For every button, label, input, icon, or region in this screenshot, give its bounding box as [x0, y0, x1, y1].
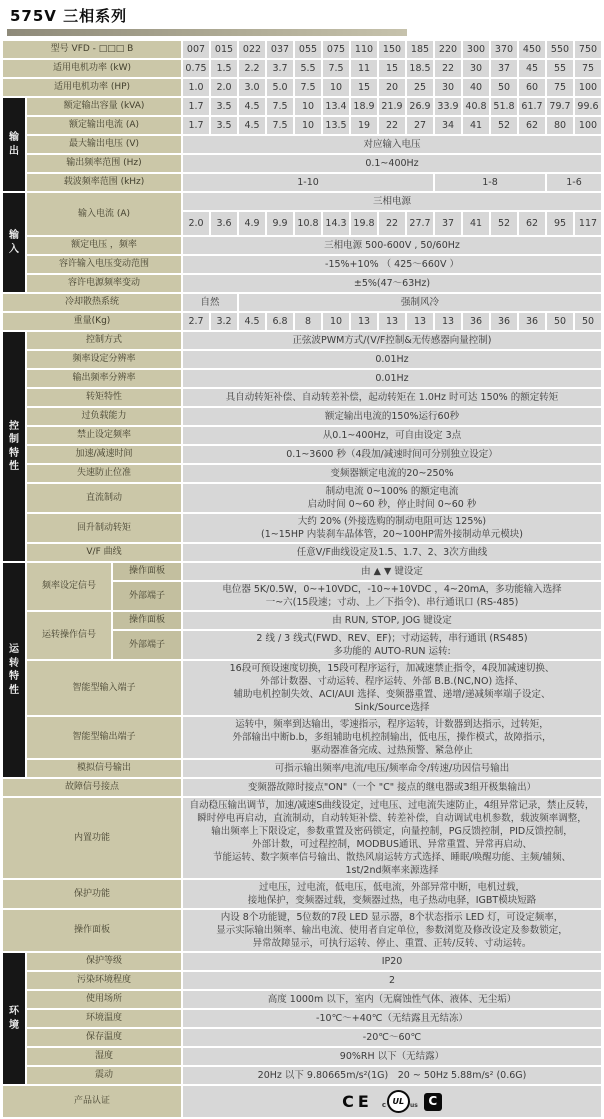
model-cell: 220 — [435, 41, 461, 58]
input-current-cell: 3.6 — [211, 212, 237, 235]
table-row — [3, 661, 601, 715]
row-label-built-in-functions: 内置功能 — [3, 798, 181, 878]
weight-cell: 2.7 — [183, 313, 209, 330]
row-label-multifunction-output-terminals: 智能型输出端子 — [27, 717, 181, 758]
row-label-analog-signal-output: 模拟信号输出 — [27, 760, 181, 777]
row-label-carrier-freq-range: 载波频率范围 (kHz) — [27, 174, 181, 191]
input-current-cell: 2.0 — [183, 212, 209, 235]
motor-power-hp-cell: 3.0 — [239, 79, 265, 96]
rated-output-current-cell: 27 — [407, 117, 433, 134]
weight-cell: 36 — [491, 313, 517, 330]
usage-location-value: 高度 1000m 以下，室内（无腐蚀性气体、液体、无尘垢） — [183, 991, 601, 1008]
motor-power-kw-cell: 0.75 — [183, 60, 209, 77]
cooling-system-value: 强制风冷 — [239, 294, 601, 311]
motor-power-hp-cell: 75 — [547, 79, 573, 96]
accel-decel-time-value: 0.1~3600 秒（4段加/减速时间可分别独立设定） — [183, 446, 601, 463]
keypad-panel-value: 内设 8个功能键，5位数的7段 LED 显示器，8个状态指示 LED 灯，可设定频率， 显示实际输出频率、输出电流、使用者自定单位，参数浏览及修改设定及参数锁定， 异常故障显示，可执行运转、停止、重置、正转/反转、寸动运转。 — [183, 910, 601, 951]
model-cell: 015 — [211, 41, 237, 58]
table-row — [3, 1086, 601, 1117]
weight-cell: 6.8 — [267, 313, 293, 330]
weight-cell: 50 — [547, 313, 573, 330]
rated-output-current-cell: 13.5 — [323, 117, 349, 134]
motor-power-kw-cell: 45 — [519, 60, 545, 77]
table-row — [3, 427, 601, 444]
carrier-freq-range-value: 1-8 — [435, 174, 545, 191]
model-cell: 450 — [519, 41, 545, 58]
rated-output-current-cell: 7.5 — [267, 117, 293, 134]
input-current-cell: 52 — [491, 212, 517, 235]
table-row — [3, 174, 601, 191]
table-row — [3, 779, 601, 796]
table-row — [3, 1067, 601, 1084]
skip-frequency-value: 从0.1~400Hz，可自由设定 3点 — [183, 427, 601, 444]
rated-output-capacity-cell: 3.5 — [211, 98, 237, 115]
rated-output-current-cell: 34 — [435, 117, 461, 134]
weight-cell: 13 — [379, 313, 405, 330]
row-label-weight: 重量(Kg) — [3, 313, 181, 330]
table-row — [3, 446, 601, 463]
rated-output-capacity-cell: 18.9 — [351, 98, 377, 115]
motor-power-hp-cell: 7.5 — [295, 79, 321, 96]
weight-cell: 36 — [463, 313, 489, 330]
model-cell: 022 — [239, 41, 265, 58]
model-cell: 007 — [183, 41, 209, 58]
input-voltage-tolerance-value: -15%+10% （ 425～660V ） — [183, 256, 601, 273]
cooling-system-value: 自然 — [183, 294, 237, 311]
protection-rating-value: IP20 — [183, 953, 601, 970]
rated-output-current-cell: 10 — [295, 117, 321, 134]
dc-braking-value: 制动电流 0~100% 的额定电流 启动时间 0~60 秒，停止时间 0~60 秒 — [183, 484, 601, 512]
table-row — [3, 717, 601, 758]
row-label-output-freq-resolution: 输出频率分辨率 — [27, 370, 181, 387]
model-cell: 300 — [463, 41, 489, 58]
table-row — [3, 514, 601, 542]
rated-output-capacity-cell: 1.7 — [183, 98, 209, 115]
cul-us-label: us — [409, 1102, 418, 1109]
table-row — [3, 910, 601, 951]
table-row — [3, 1048, 601, 1065]
table-row — [3, 389, 601, 406]
row-label-protection-rating: 保护等级 — [27, 953, 181, 970]
row-label-vibration: 震动 — [27, 1067, 181, 1084]
stall-prevention-value: 变频器额定电流的20~250% — [183, 465, 601, 482]
motor-power-kw-cell: 37 — [491, 60, 517, 77]
table-row — [3, 275, 601, 292]
weight-cell: 4.5 — [239, 313, 265, 330]
weight-cell: 8 — [295, 313, 321, 330]
table-row — [3, 193, 601, 210]
rated-output-current-cell: 4.5 — [239, 117, 265, 134]
row-label-run-operation-signal: 运转操作信号 — [27, 612, 111, 659]
row-label-power-freq-tolerance: 容许电源频率变动 — [27, 275, 181, 292]
rated-output-current-cell: 62 — [519, 117, 545, 134]
motor-power-kw-cell: 1.5 — [211, 60, 237, 77]
rated-output-capacity-cell: 10 — [295, 98, 321, 115]
row-label-input-current: 输入电流 (A) — [27, 193, 181, 235]
table-row — [3, 563, 601, 580]
row-label-max-output-voltage: 最大输出电压 (V) — [27, 136, 181, 153]
rated-output-capacity-cell: 61.7 — [519, 98, 545, 115]
table-row — [3, 332, 601, 349]
weight-cell: 10 — [323, 313, 349, 330]
sub-label-run-operation-signal-1: 外部端子 — [113, 631, 181, 659]
input-current-cell: 117 — [575, 212, 601, 235]
model-cell: 550 — [547, 41, 573, 58]
table-row — [3, 544, 601, 561]
motor-power-kw-cell: 7.5 — [323, 60, 349, 77]
model-cell: 037 — [267, 41, 293, 58]
weight-cell: 50 — [575, 313, 601, 330]
motor-power-kw-cell: 30 — [463, 60, 489, 77]
weight-cell: 13 — [435, 313, 461, 330]
sub-label-freq-setting-signal-0: 操作面板 — [113, 563, 181, 580]
certification-value — [183, 1086, 601, 1117]
rated-output-capacity-cell: 51.8 — [491, 98, 517, 115]
row-label-protection-functions: 保护功能 — [3, 880, 181, 908]
table-row — [3, 484, 601, 512]
motor-power-kw-cell: 15 — [379, 60, 405, 77]
fault-signal-contact-value: 变频器故障时接点"ON"（一个 "C" 接点的继电器或3组开极集输出） — [183, 779, 601, 796]
ul-mark-label: UL — [392, 1097, 405, 1106]
output-freq-range-value: 0.1~400Hz — [183, 155, 601, 172]
table-row — [3, 237, 601, 254]
sub-label-freq-setting-signal-1: 外部端子 — [113, 582, 181, 610]
row-label-dc-braking: 直流制动 — [27, 484, 181, 512]
motor-power-kw-cell: 22 — [435, 60, 461, 77]
input-current-header: 三相电源 — [183, 193, 601, 210]
built-in-functions-value: 自动稳压输出调节，加速/减速S曲线设定，过电压、过电流失速防止，4组异常记录，禁止反转， 瞬时停电再启动，直流制动，自动转矩补偿、转差补偿，自动调试电机参数，载波频率调整， 输出频率上下限设定，参数重置及密码锁定，向量控制，PG反馈控制，PID反馈控制， 外部计数，可过程控制，MODBUS通讯、异常重置、异常再启动、 节能运转、数字频率信号输出、散热风扇运转方式选择、睡眠/唤醒功能、主频/辅频、 1st/2nd频率来源选择 — [183, 798, 601, 878]
row-label-storage-temperature: 保存温度 — [27, 1029, 181, 1046]
model-cell: 055 — [295, 41, 321, 58]
row-label-motor-power-kw: 适用电机功率 (kW) — [3, 60, 181, 77]
title-underline-bar — [7, 29, 407, 36]
cul-c-label: c — [381, 1101, 386, 1109]
section-label-output: 输 出 — [3, 98, 25, 191]
rated-output-current-cell: 22 — [379, 117, 405, 134]
motor-power-hp-cell: 60 — [519, 79, 545, 96]
rated-output-capacity-cell: 21.9 — [379, 98, 405, 115]
table-row — [3, 98, 601, 115]
table-row — [3, 760, 601, 777]
motor-power-hp-cell: 25 — [407, 79, 433, 96]
table-row — [3, 136, 601, 153]
rated-output-current-cell: 100 — [575, 117, 601, 134]
table-row — [3, 408, 601, 425]
rated-output-capacity-cell: 26.9 — [407, 98, 433, 115]
table-row — [3, 117, 601, 134]
input-current-cell: 95 — [547, 212, 573, 235]
multifunction-input-terminals-value: 16段可预设速度切换，15段可程序运行，加减速禁止指令，4段加减速切换、 外部计数器、寸动运转、程序运转、外部 B.B.(NC,NO) 选择、 辅助电机控制失效、ACI/AUI 选择、变频器重置、递增/递减频率端子设定、 Sink/Source选择 — [183, 661, 601, 715]
input-current-cell: 10.8 — [295, 212, 321, 235]
weight-cell: 3.2 — [211, 313, 237, 330]
table-row — [3, 465, 601, 482]
weight-cell: 36 — [519, 313, 545, 330]
input-current-cell: 62 — [519, 212, 545, 235]
table-row — [3, 972, 601, 989]
row-label-pollution-degree: 污染环境程度 — [27, 972, 181, 989]
row-label-rated-output-current: 额定输出电流 (A) — [27, 117, 181, 134]
run-operation-signal-value-1: 2 线 / 3 线式(FWD、REV、EF)；寸动运转，串行通讯 (RS485) 多功能的 AUTO-RUN 运转: — [183, 631, 601, 659]
row-label-keypad-panel: 操作面板 — [3, 910, 181, 951]
motor-power-kw-cell: 11 — [351, 60, 377, 77]
motor-power-hp-cell: 15 — [351, 79, 377, 96]
motor-power-hp-cell: 5.0 — [267, 79, 293, 96]
multifunction-output-terminals-value: 运转中，频率到达输出，零速指示，程序运转，计数器到达指示，过转矩， 外部输出中断b.b，多组辅助电机控制输出，低电压，操作模式，故障指示， 驱动器准备完成、过热预警、紧急停止 — [183, 717, 601, 758]
ambient-temperature-value: -10℃～+40℃（无结露且无结冻） — [183, 1010, 601, 1027]
table-row — [3, 953, 601, 970]
section-label-input: 输 入 — [3, 193, 25, 292]
table-row — [3, 60, 601, 77]
row-label-skip-frequency: 禁止设定频率 — [27, 427, 181, 444]
motor-power-kw-cell: 5.5 — [295, 60, 321, 77]
rated-output-capacity-cell: 33.9 — [435, 98, 461, 115]
sub-label-run-operation-signal-0: 操作面板 — [113, 612, 181, 629]
row-label-rated-output-capacity: 额定输出容量 (kVA) — [27, 98, 181, 115]
control-method-value: 正弦波PWM方式/(V/F控制&无传感器向量控制) — [183, 332, 601, 349]
row-label-ambient-temperature: 环境温度 — [27, 1010, 181, 1027]
row-label-rated-voltage-freq: 额定电压 ，频率 — [27, 237, 181, 254]
vf-curve-value: 任意V/F曲线设定及1.5、1.7、2、3次方曲线 — [183, 544, 601, 561]
table-row — [3, 313, 601, 330]
table-row — [3, 155, 601, 172]
freq-setting-resolution-value: 0.01Hz — [183, 351, 601, 368]
table-row — [3, 256, 601, 273]
table-row — [3, 294, 601, 311]
motor-power-kw-cell: 3.7 — [267, 60, 293, 77]
table-row — [3, 79, 601, 96]
input-current-cell: 41 — [463, 212, 489, 235]
row-label-stall-prevention: 失速防止位准 — [27, 465, 181, 482]
motor-power-hp-cell: 10 — [323, 79, 349, 96]
rated-output-capacity-cell: 4.5 — [239, 98, 265, 115]
motor-power-kw-cell: 75 — [575, 60, 601, 77]
weight-cell: 13 — [407, 313, 433, 330]
ctick-mark-icon: C — [424, 1093, 442, 1111]
rated-output-capacity-cell: 40.8 — [463, 98, 489, 115]
carrier-freq-range-value: 1-10 — [183, 174, 433, 191]
rated-voltage-freq-value: 三相电源 500-600V , 50/60Hz — [183, 237, 601, 254]
analog-signal-output-value: 可指示输出频率/电流/电压/频率命令/转速/功因信号输出 — [183, 760, 601, 777]
row-label-output-freq-range: 输出频率范围 (Hz) — [27, 155, 181, 172]
row-label-freq-setting-resolution: 频率设定分辨率 — [27, 351, 181, 368]
table-row — [3, 880, 601, 908]
input-current-cell: 14.3 — [323, 212, 349, 235]
spec-table — [1, 39, 603, 1119]
input-current-cell: 22 — [379, 212, 405, 235]
motor-power-hp-cell: 20 — [379, 79, 405, 96]
row-label-certification: 产品认证 — [3, 1086, 181, 1117]
section-label-env: 环 境 — [3, 953, 25, 1084]
regen-braking-torque-value: 大约 20% (外接选购的制动电阻可达 125%) (1~15HP 内装刹车晶体管，20~100HP需外接制动单元模块) — [183, 514, 601, 542]
rated-output-capacity-cell: 7.5 — [267, 98, 293, 115]
output-freq-resolution-value: 0.01Hz — [183, 370, 601, 387]
motor-power-kw-cell: 55 — [547, 60, 573, 77]
row-label-accel-decel-time: 加速/减速时间 — [27, 446, 181, 463]
row-label-input-voltage-tolerance: 容许输入电压变动范围 — [27, 256, 181, 273]
row-label-overload-capacity: 过负载能力 — [27, 408, 181, 425]
rated-output-current-cell: 19 — [351, 117, 377, 134]
table-row — [3, 1029, 601, 1046]
rated-output-capacity-cell: 79.7 — [547, 98, 573, 115]
cul-mark-icon — [381, 1090, 418, 1113]
motor-power-hp-cell: 1.0 — [183, 79, 209, 96]
run-operation-signal-value-0: 由 RUN, STOP, JOG 键设定 — [183, 612, 601, 629]
section-label-control: 控 制 特 性 — [3, 332, 25, 561]
model-cell: 150 — [379, 41, 405, 58]
storage-temperature-value: -20℃～60℃ — [183, 1029, 601, 1046]
certification-marks — [185, 1087, 599, 1116]
page-title: 575V 三相系列 — [10, 7, 128, 25]
motor-power-hp-cell: 50 — [491, 79, 517, 96]
input-current-cell: 27.7 — [407, 212, 433, 235]
spec-table-body — [3, 41, 601, 1117]
row-label-model: 型号 VFD - □□□ B — [3, 41, 181, 58]
row-label-fault-signal-contact: 故障信号接点 — [3, 779, 181, 796]
page-title-block — [0, 0, 604, 36]
table-row — [3, 41, 601, 58]
freq-setting-signal-value-0: 由 ▲ ▼ 键设定 — [183, 563, 601, 580]
freq-setting-signal-value-1: 电位器 5K/0.5W，0~+10VDC，-10~+10VDC ，4~20mA，多功能输入选择 一~六(15段速；寸动、上／下指令)、串行通讯口 (RS-485) — [183, 582, 601, 610]
motor-power-kw-cell: 18.5 — [407, 60, 433, 77]
motor-power-hp-cell: 40 — [463, 79, 489, 96]
rated-output-current-cell: 3.5 — [211, 117, 237, 134]
row-label-regen-braking-torque: 回升制动转矩 — [27, 514, 181, 542]
row-label-motor-power-hp: 适用电机功率 (HP) — [3, 79, 181, 96]
row-label-humidity: 湿度 — [27, 1048, 181, 1065]
carrier-freq-range-value: 1-6 — [547, 174, 601, 191]
rated-output-current-cell: 80 — [547, 117, 573, 134]
model-cell: 185 — [407, 41, 433, 58]
model-cell: 750 — [575, 41, 601, 58]
table-row — [3, 351, 601, 368]
table-row — [3, 612, 601, 629]
rated-output-current-cell: 1.7 — [183, 117, 209, 134]
row-label-usage-location: 使用场所 — [27, 991, 181, 1008]
table-row — [3, 798, 601, 878]
input-current-cell: 4.9 — [239, 212, 265, 235]
row-label-vf-curve: V/F 曲线 — [27, 544, 181, 561]
rated-output-capacity-cell: 99.6 — [575, 98, 601, 115]
row-label-multifunction-input-terminals: 智能型输入端子 — [27, 661, 181, 715]
input-current-cell: 37 — [435, 212, 461, 235]
row-label-cooling-system: 冷却散热系统 — [3, 294, 181, 311]
max-output-voltage-value: 对应输入电压 — [183, 136, 601, 153]
input-current-cell: 9.9 — [267, 212, 293, 235]
power-freq-tolerance-value: ±5%(47～63Hz) — [183, 275, 601, 292]
motor-power-kw-cell: 2.2 — [239, 60, 265, 77]
ce-mark-icon: CE — [342, 1092, 373, 1111]
humidity-value: 90%RH 以下（无结露） — [183, 1048, 601, 1065]
table-row — [3, 1010, 601, 1027]
row-label-torque-characteristics: 转矩特性 — [27, 389, 181, 406]
row-label-control-method: 控制方式 — [27, 332, 181, 349]
motor-power-hp-cell: 2.0 — [211, 79, 237, 96]
table-row — [3, 991, 601, 1008]
motor-power-hp-cell: 30 — [435, 79, 461, 96]
model-cell: 370 — [491, 41, 517, 58]
table-row — [3, 370, 601, 387]
row-label-freq-setting-signal: 频率设定信号 — [27, 563, 111, 610]
motor-power-hp-cell: 100 — [575, 79, 601, 96]
weight-cell: 13 — [351, 313, 377, 330]
rated-output-current-cell: 41 — [463, 117, 489, 134]
input-current-cell: 19.8 — [351, 212, 377, 235]
pollution-degree-value: 2 — [183, 972, 601, 989]
vibration-value: 20Hz 以下 9.80665m/s²(1G) 20 ~ 50Hz 5.88m/s² (0.6G) — [183, 1067, 601, 1084]
torque-characteristics-value: 具自动转矩补偿、自动转差补偿，起动转矩在 1.0Hz 时可达 150% 的额定转矩 — [183, 389, 601, 406]
rated-output-capacity-cell: 13.4 — [323, 98, 349, 115]
protection-functions-value: 过电压，过电流，低电压，低电流，外部异常中断，电机过载， 接地保护，变频器过载，变频器过热，电子热动电驿，IGBT模块短路 — [183, 880, 601, 908]
section-label-drive: 运 转 特 性 — [3, 563, 25, 777]
rated-output-current-cell: 52 — [491, 117, 517, 134]
model-cell: 075 — [323, 41, 349, 58]
overload-capacity-value: 额定输出电流的150%运行60秒 — [183, 408, 601, 425]
model-cell: 110 — [351, 41, 377, 58]
